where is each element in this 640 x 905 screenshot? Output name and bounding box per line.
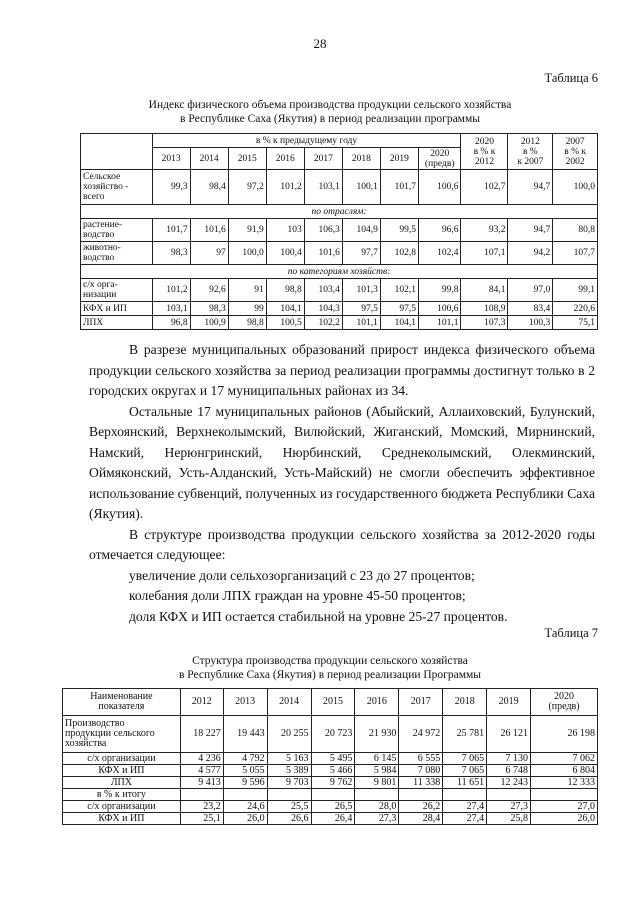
table-row [81, 302, 598, 316]
table-cell [223, 789, 267, 801]
table-cell: 7 080 [399, 765, 443, 777]
table-cell: 96,8 [152, 316, 190, 330]
t6-group-header: в % к предыдущему году [152, 134, 461, 148]
table-cell: 27,4 [443, 813, 487, 825]
table-cell: 100,1 [342, 170, 380, 205]
table-cell: 94,7 [508, 170, 553, 205]
table-cell: 26,4 [311, 813, 355, 825]
table-cell: 97,2 [228, 170, 266, 205]
table-cell: 99,8 [418, 279, 461, 302]
table-cell: 26,0 [223, 813, 267, 825]
table-cell: 80,8 [553, 219, 598, 242]
table-cell: 25,8 [487, 813, 531, 825]
table-cell: 6 555 [399, 753, 443, 765]
table-row [81, 170, 598, 205]
t6-h-2007k2002: 2007 в % к 2002 [553, 134, 598, 170]
table-row [63, 777, 598, 789]
table-cell: 97,5 [342, 302, 380, 316]
table-cell: 100,5 [266, 316, 304, 330]
table-row [63, 753, 598, 765]
list-item: доля КФХ и ИП остается стабильной на уровне 25-27 процентов. [129, 608, 508, 624]
table-cell [311, 789, 355, 801]
t7-year: 2015 [311, 689, 355, 716]
body-text [89, 340, 595, 627]
table-cell: 100,6 [418, 302, 461, 316]
table-cell: 4 236 [180, 753, 223, 765]
table-cell: 25 781 [443, 716, 487, 753]
t7-h-2020: 2020 (предв) [531, 689, 598, 716]
t7-year: 2019 [487, 689, 531, 716]
table-cell: 107,7 [553, 242, 598, 265]
paragraph-3: В структуре производства продукции сельского хозяйства за 2012-2020 годы отмечается следующее: [89, 526, 595, 562]
row-label: Сельское хозяйство - всего [81, 170, 153, 205]
table-cell: 94,2 [508, 242, 553, 265]
table-cell: 26 198 [531, 716, 598, 753]
table-cell [355, 789, 399, 801]
t6-corner [81, 134, 153, 170]
table-cell: 91 [228, 279, 266, 302]
t7-year: 2018 [443, 689, 487, 716]
table-cell: 9 596 [223, 777, 267, 789]
paragraph-1: В разрезе муниципальных образований прирост индекса физического объема продукции сельского хозяйства за период реализации программы достигнут только в 2 городских округах и 17 муниципальных районах из 34. [89, 342, 595, 398]
table-cell: 96,6 [418, 219, 461, 242]
table-cell: 98,8 [228, 316, 266, 330]
table-cell: 18 227 [180, 716, 223, 753]
table-cell: 6 145 [355, 753, 399, 765]
row-label: с/х орга- низации [81, 279, 153, 302]
table6-label: Таблица 6 [544, 71, 598, 85]
table-cell [531, 789, 598, 801]
table-cell: 9 801 [355, 777, 399, 789]
t6-year: 2015 [228, 148, 266, 170]
t6-year: 2016 [266, 148, 304, 170]
table-cell: 11 338 [399, 777, 443, 789]
table-cell: 26,5 [311, 801, 355, 813]
row-label: КФХ и ИП [63, 813, 181, 825]
table-cell: 100,0 [228, 242, 266, 265]
table-cell: 5 466 [311, 765, 355, 777]
paragraph-2: Остальные 17 муниципальных районов (Абыйский, Аллаиховский, Булунский, Верхоянский, Верхнеколымский, Вилюйский, Жиганский, Момский, Мирнинский, Намский, Нерюнгринский, Нюрбинский, Среднеколымский, Олекминский, Оймяконский, Усть-Алданский, Усть-Майский) не смогли обеспечить эффективное использование субвенций, полученных из государственного бюджета Республики Саха (Якутия). [89, 403, 595, 521]
table-cell: 9 703 [267, 777, 311, 789]
table-cell: 25,5 [267, 801, 311, 813]
table-cell: 21 930 [355, 716, 399, 753]
table-cell: 104,1 [266, 302, 304, 316]
table-cell: 92,6 [190, 279, 228, 302]
table-cell: 99,1 [553, 279, 598, 302]
row-label: с/х организации [63, 801, 181, 813]
table-cell: 97,5 [380, 302, 418, 316]
table-cell: 99 [228, 302, 266, 316]
t6-h-2012k2007: 2012 в % к 2007 [508, 134, 553, 170]
table-row [81, 316, 598, 330]
table-cell: 100,3 [508, 316, 553, 330]
table-cell: 102,2 [304, 316, 342, 330]
table-cell: 7 065 [443, 765, 487, 777]
t6-year: 2013 [152, 148, 190, 170]
table-cell: 4 792 [223, 753, 267, 765]
table-cell: 12 333 [531, 777, 598, 789]
table-cell: 27,3 [355, 813, 399, 825]
table-cell: 20 723 [311, 716, 355, 753]
table-cell: 28,0 [355, 801, 399, 813]
table-cell: 5 984 [355, 765, 399, 777]
table-cell: 101,1 [418, 316, 461, 330]
table-row [63, 801, 598, 813]
table-cell: 102,1 [380, 279, 418, 302]
table-cell [180, 789, 223, 801]
row-label: растение- водство [81, 219, 153, 242]
table-cell: 99,5 [380, 219, 418, 242]
table-cell [399, 789, 443, 801]
table-cell: 100,4 [266, 242, 304, 265]
table-cell: 9 413 [180, 777, 223, 789]
table-cell: 104,3 [304, 302, 342, 316]
table-cell: 101,7 [152, 219, 190, 242]
table-cell: 83,4 [508, 302, 553, 316]
list-item: колебания доли ЛПХ граждан на уровне 45-50 процентов; [129, 588, 466, 603]
table-cell: 97,0 [508, 279, 553, 302]
t6-year: 2018 [342, 148, 380, 170]
table-cell: 7 062 [531, 753, 598, 765]
row-label: ЛПХ [63, 777, 181, 789]
row-label: КФХ и ИП [63, 765, 181, 777]
table-cell: 24 972 [399, 716, 443, 753]
table-cell: 103,1 [152, 302, 190, 316]
table-cell: 27,3 [487, 801, 531, 813]
table-cell: 93,2 [461, 219, 508, 242]
section-label: в % к итогу [63, 789, 181, 801]
table-cell: 84,1 [461, 279, 508, 302]
table-cell: 101,2 [152, 279, 190, 302]
t7-year: 2013 [223, 689, 267, 716]
table-cell: 26,6 [267, 813, 311, 825]
table6 [80, 133, 598, 330]
table-row [63, 813, 598, 825]
t7-year: 2016 [355, 689, 399, 716]
table-cell: 98,3 [152, 242, 190, 265]
row-label: с/х организации [63, 753, 181, 765]
table-cell: 19 443 [223, 716, 267, 753]
t6-year: 2019 [380, 148, 418, 170]
table-cell: 7 130 [487, 753, 531, 765]
table-cell: 27,0 [531, 801, 598, 813]
table-cell: 28,4 [399, 813, 443, 825]
t7-h-name: Наименование показателя [63, 689, 181, 716]
t6-category-farms: по категориям хозяйств: [81, 265, 598, 279]
table-cell: 25,1 [180, 813, 223, 825]
table-cell: 104,9 [342, 219, 380, 242]
table-cell [443, 789, 487, 801]
table-cell: 9 762 [311, 777, 355, 789]
table-cell: 11 651 [443, 777, 487, 789]
table-cell: 7 065 [443, 753, 487, 765]
table-row [81, 219, 598, 242]
table-cell: 102,4 [418, 242, 461, 265]
table-cell: 99,3 [152, 170, 190, 205]
table-cell: 101,7 [380, 170, 418, 205]
table-cell: 12 243 [487, 777, 531, 789]
table-cell: 5 163 [267, 753, 311, 765]
table-cell: 5 389 [267, 765, 311, 777]
table-row [81, 242, 598, 265]
table-cell: 5 055 [223, 765, 267, 777]
table-cell: 6 804 [531, 765, 598, 777]
table-cell: 91,9 [228, 219, 266, 242]
table-cell: 107,1 [461, 242, 508, 265]
table-row [81, 279, 598, 302]
t7-year: 2012 [180, 689, 223, 716]
table-cell: 23,2 [180, 801, 223, 813]
list-item: увеличение доли сельхозорганизаций с 23 до 27 процентов; [129, 567, 475, 583]
t7-year: 2014 [267, 689, 311, 716]
table-cell: 101,6 [190, 219, 228, 242]
table-cell: 4 577 [180, 765, 223, 777]
table-cell: 101,6 [304, 242, 342, 265]
table-cell: 98,8 [266, 279, 304, 302]
table-cell: 27,4 [443, 801, 487, 813]
table-cell: 24,6 [223, 801, 267, 813]
table-cell: 6 748 [487, 765, 531, 777]
row-label: КФХ и ИП [81, 302, 153, 316]
table-cell: 220,6 [553, 302, 598, 316]
table-row [63, 765, 598, 777]
table-row [63, 789, 598, 801]
row-label: ЛПХ [81, 316, 153, 330]
t7-year: 2017 [399, 689, 443, 716]
table-cell: 100,9 [190, 316, 228, 330]
table-cell: 20 255 [267, 716, 311, 753]
table-cell: 106,3 [304, 219, 342, 242]
table-cell: 103,4 [304, 279, 342, 302]
table-cell [267, 789, 311, 801]
table7-title: Структура производства продукции сельского хозяйства в Республике Саха (Якутия) в период реализации Программы [178, 655, 482, 681]
table-cell: 26 121 [487, 716, 531, 753]
table-cell: 102,8 [380, 242, 418, 265]
table-cell: 101,2 [266, 170, 304, 205]
table-cell: 94,7 [508, 219, 553, 242]
table-cell: 103,1 [304, 170, 342, 205]
table-cell: 26,2 [399, 801, 443, 813]
table-cell: 98,4 [190, 170, 228, 205]
t6-category-branches: по отраслям: [81, 205, 598, 219]
table7-label: Таблица 7 [544, 626, 598, 640]
table-row [63, 716, 598, 753]
table7 [62, 688, 598, 825]
table6-title: Индекс физического объема производства продукции сельского хозяйства в Республике Саха (Якутия) в период реализации программы [148, 99, 512, 125]
row-label: Производство продукции сельского хозяйства [63, 716, 181, 753]
table-cell: 100,6 [418, 170, 461, 205]
table-cell: 108,9 [461, 302, 508, 316]
t6-year: 2014 [190, 148, 228, 170]
table-cell: 101,3 [342, 279, 380, 302]
table-cell: 101,1 [342, 316, 380, 330]
table-cell: 100,0 [553, 170, 598, 205]
row-label: животно- водство [81, 242, 153, 265]
table-cell: 103 [266, 219, 304, 242]
t6-year: 2017 [304, 148, 342, 170]
table-cell: 26,0 [531, 813, 598, 825]
table-cell: 75,1 [553, 316, 598, 330]
table-cell [487, 789, 531, 801]
table-cell: 104,1 [380, 316, 418, 330]
table-cell: 97 [190, 242, 228, 265]
table-cell: 107,3 [461, 316, 508, 330]
table-cell: 5 495 [311, 753, 355, 765]
table-cell: 97,7 [342, 242, 380, 265]
t6-h-2020: 2020 (предв) [418, 148, 461, 170]
table-cell: 98,3 [190, 302, 228, 316]
table-cell: 102,7 [461, 170, 508, 205]
page-number: 28 [313, 36, 327, 51]
t6-h-2020k2012: 2020 в % к 2012 [461, 134, 508, 170]
